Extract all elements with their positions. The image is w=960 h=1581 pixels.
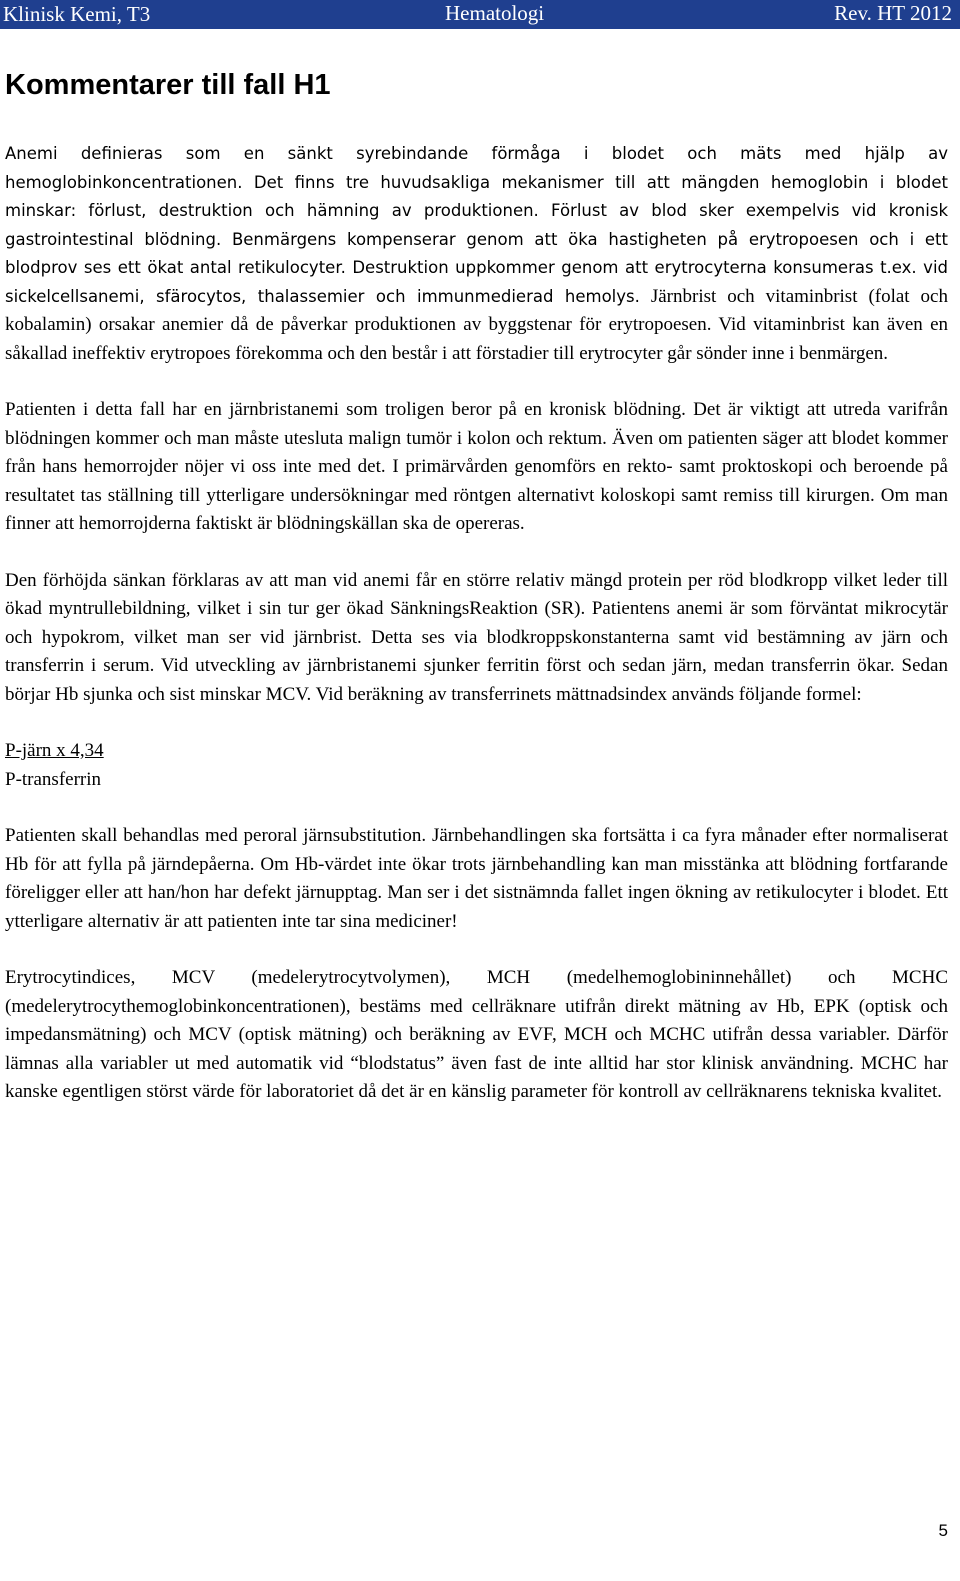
page-number: 5 — [938, 1521, 948, 1540]
header-course: Klinisk Kemi, T3 — [3, 2, 151, 26]
document-body — [5, 140, 948, 1107]
formula-denominator: P-transferrin — [5, 768, 102, 790]
formula-numerator: P-järn x 4,34 — [5, 740, 104, 761]
page-title: Kommentarer till fall H1 — [5, 69, 331, 101]
paragraph-treatment: Patienten skall behandlas med peroral järnsubstitution. Järnbehandlingen ska fortsätta i ca fyra månader efter normaliserat Hb för att fylla på järndepåerna. Om Hb-värdet inte ökar trots järnbehandling kan man misstänka att blödning fortfarande föreligger eller att han/hon har defekt järnupptag. Man ser i det sistnämnda fallet ingen ökning av retikulocyter i blodet. Ett ytterligare alternativ är att patienten inte tar sina mediciner! — [5, 825, 948, 932]
paragraph-patient-case: Patienten i detta fall har en järnbristanemi som troligen beror på en kronisk blödning. Det är viktigt att utreda varifrån blödningen kommer och man måste utesluta malign tumör i kolon och rektum. Även om patienten säger att blodet kommer från hans hemorrojder nöjer vi oss inte med det. I primärvården genomförs en rekto- samt proktoskopi och beroende på resultatet tas ställning till ytterligare undersökningar med röntgen alternativt koloskopi samt remiss till kirurgen. Om man finner att hemorrojderna faktiskt är blödningskällan ska de opereras. — [5, 399, 948, 534]
paragraph-sedimentation: Den förhöjda sänkan förklaras av att man vid anemi får en större relativ mängd protein per röd blodkropp vilket leder till ökad myntrullebildning, vilket i sin tur ger ökad SänkningsReaktion (SR). Patientens anemi är som förväntat mikrocytär och hypokrom, vilket man ser vid järnbrist. Detta ses via blodkroppskonstanterna samt vid bestämning av järn och transferrin i serum. Vid utveckling av järnbristanemi sjunker ferritin först och sedan järn, medan transferrin ökar. Sedan börjar Hb sjunka och sist minskar MCV. Vid beräkning av transferrinets mättnadsindex används följande formel: — [5, 569, 948, 705]
header-subject: Hematologi — [445, 1, 545, 25]
paragraph-erythrocyte-indices: Erytrocytindices, MCV (medelerytrocytvolymen), MCH (medelhemoglobininnehållet) och MCHC (medelerytrocythemoglobinkoncentrationen), bestäms med cellräknare utifrån direkt mätning av Hb, EPK (optisk och impedansmätning) och MCV (optisk mätning) och beräkning av EVF, MCH och MCHC utifrån dessa variabler. Därför lämnas alla variabler ut med automatik vid “blodstatus” även fast de inte alltid har stor klinisk användning. MCHC har kanske egentligen störst värde för laboratoriet då det är en känslig parameter för kontroll av cellräknarens tekniska kvalitet. — [5, 967, 948, 1102]
header-revision: Rev. HT 2012 — [834, 1, 952, 25]
paragraph-anemia-mechanisms: Anemi definieras som en sänkt syrebindande förmåga i blodet och mäts med hjälp av hemoglobinkoncentrationen. Det finns tre huvudsakliga mekanismer till att mängden hemoglobin i blodet minskar: förlust, destruktion och hämning av produktionen. Förlust av blod sker exempelvis vid kronisk gastrointestinal blödning. Benmärgens kompenserar genom att öka hastigheten på erytropoesen och i ett blodprov ses ett ökat antal retikulocyter. Destruktion uppkommer genom att erytrocyterna konsumeras t.ex. vid sickelcellsanemi, sfärocytos, thalassemier och immunmedierad hemolys. — [5, 144, 948, 306]
paragraph-deficiency: Järnbrist och vitaminbrist (folat och kobalamin) orsakar anemier då de påverkar produktionen av byggstenar för erytropoesen. Vid vitaminbrist kan även en såkallad ineffektiv erytropoes förekomma och den består i att förstadier till erytrocyter går sönder inne i benmärgen. — [5, 285, 948, 364]
paragraph-anemia-definition — [5, 140, 948, 368]
running-header — [0, 0, 960, 29]
